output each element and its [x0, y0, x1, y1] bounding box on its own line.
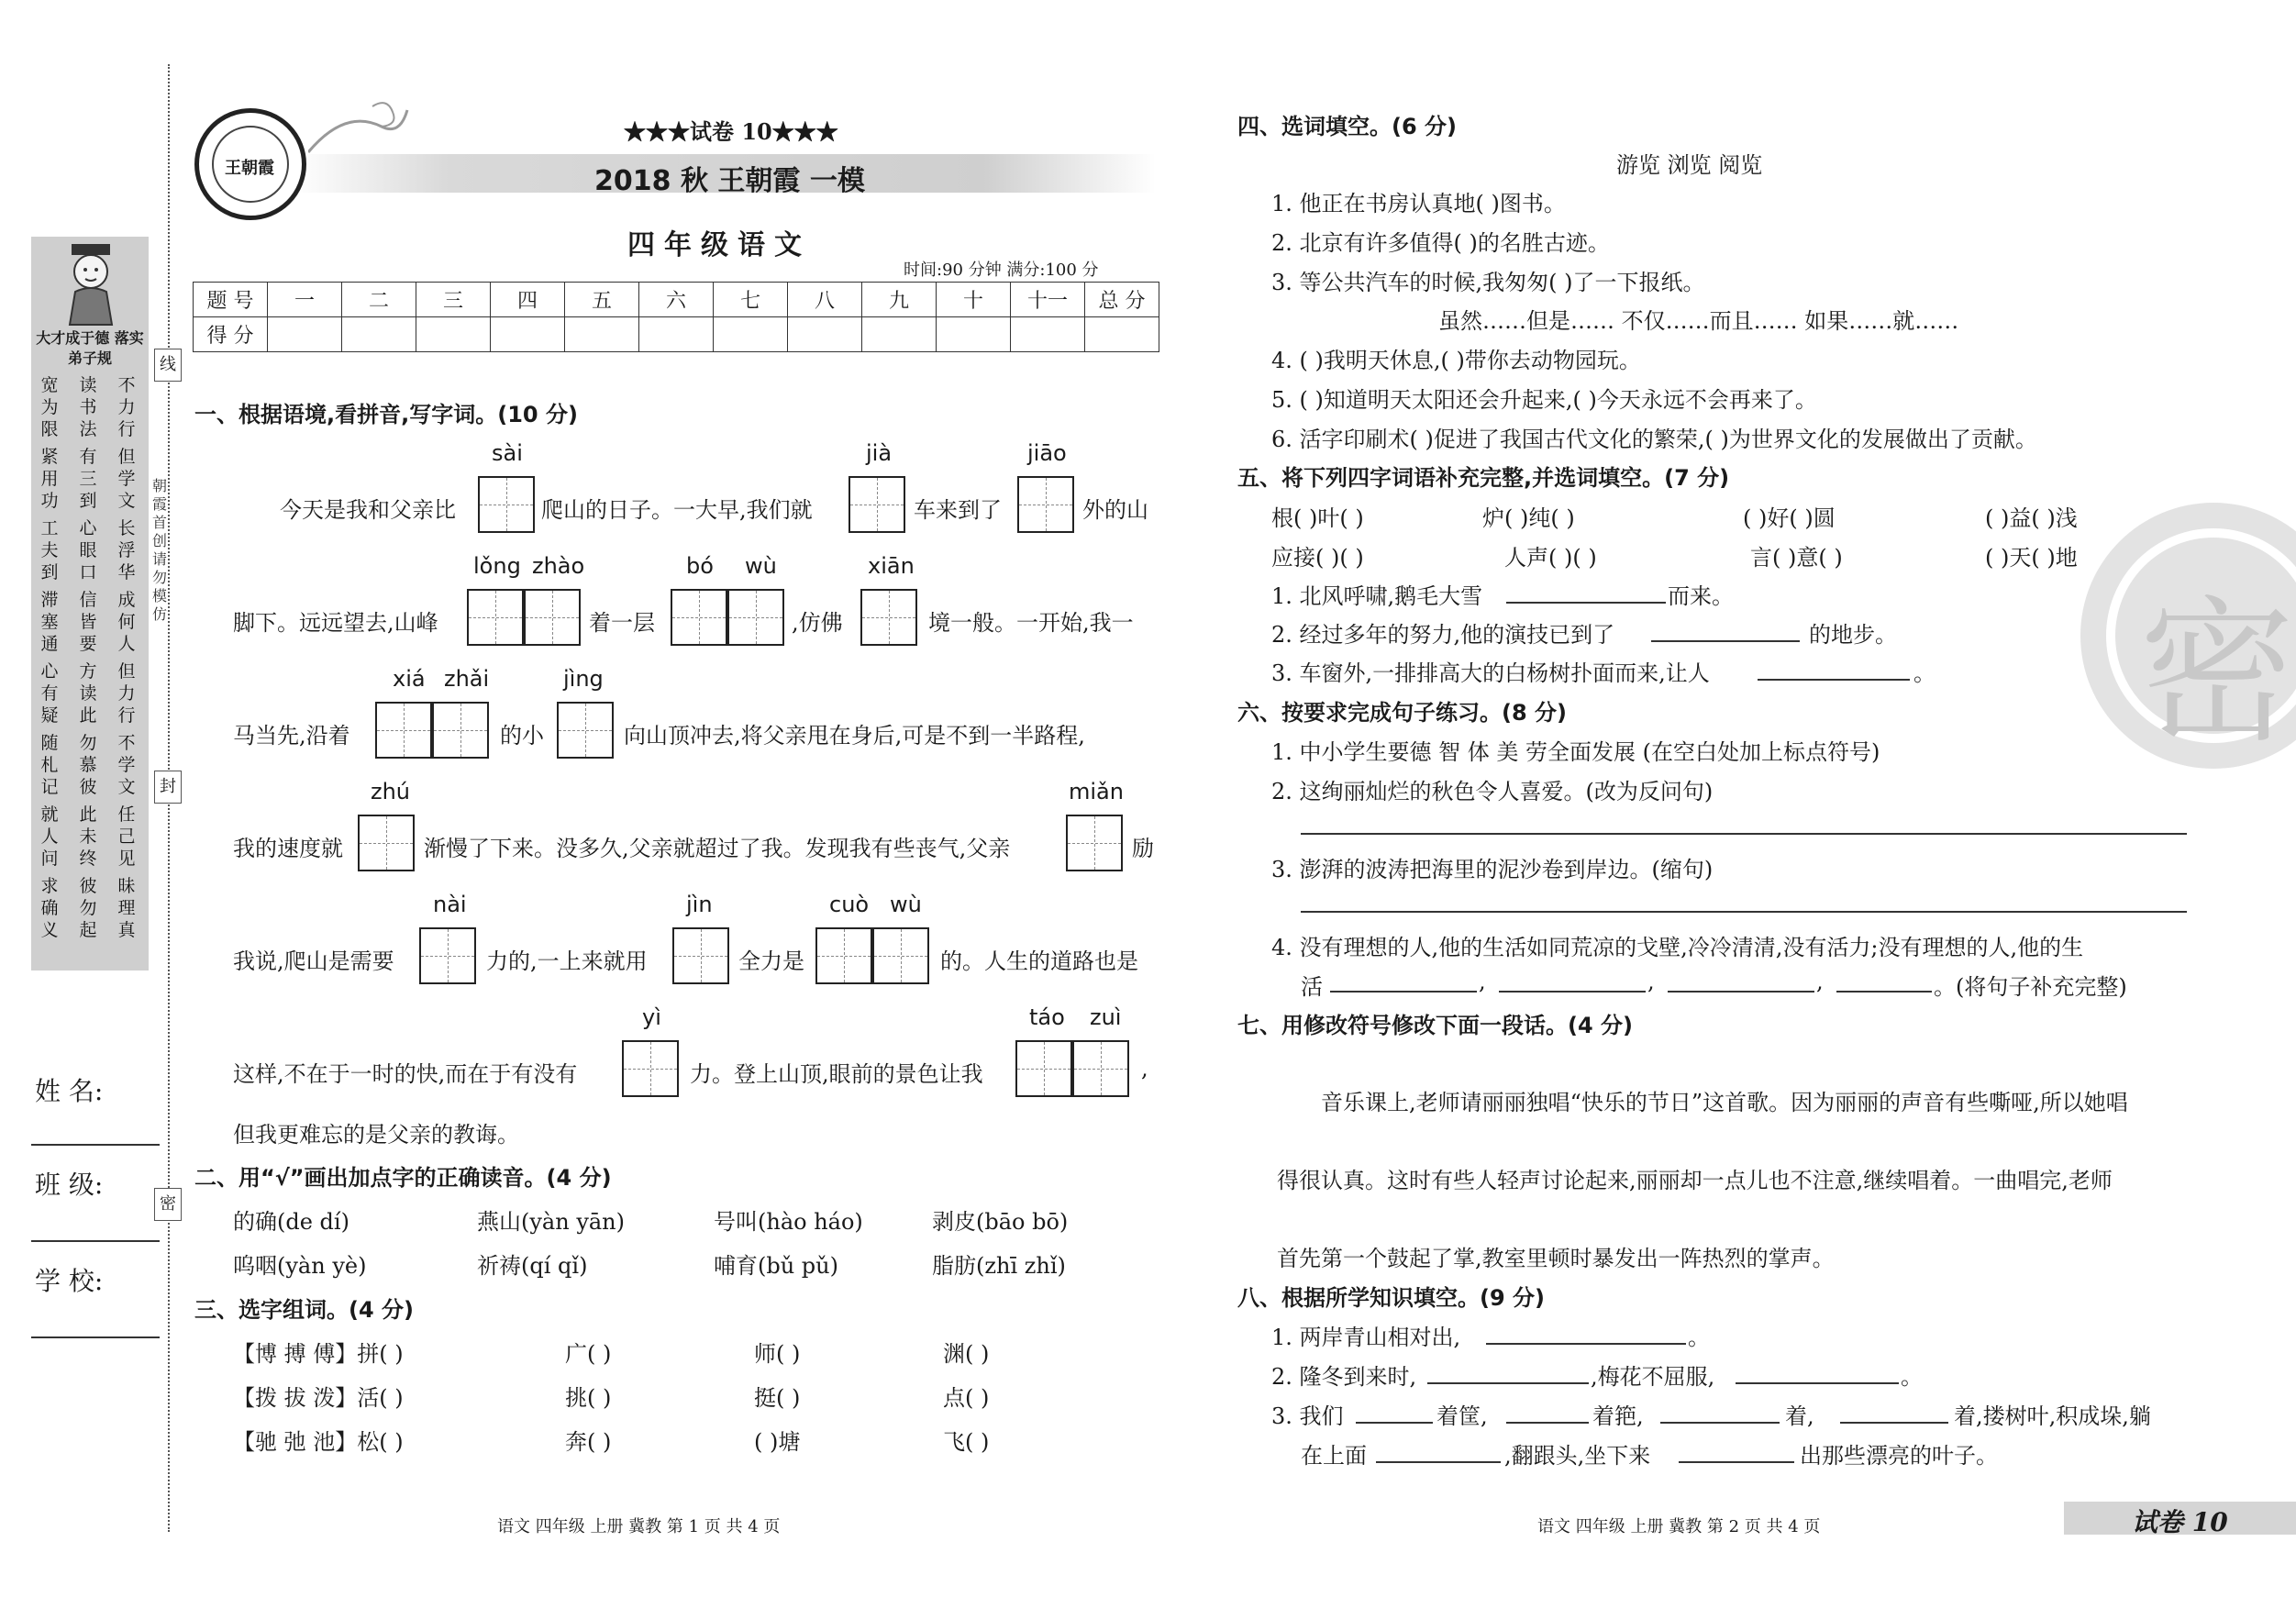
answer-line[interactable]: [1301, 833, 2187, 835]
fill-item[interactable]: 1. 他正在书房认真地( )图书。: [1271, 191, 1566, 216]
score-header-cell: 八: [788, 283, 862, 317]
edit-paragraph[interactable]: 首先第一个鼓起了掌,教室里顿时暴发出一阵热烈的掌声。: [1277, 1246, 1835, 1271]
section2-title: 二、用“√”画出加点字的正确读音。(4 分): [194, 1165, 612, 1191]
score-header-cell: 六: [639, 283, 714, 317]
sentence-item: 2. 这绚丽灿烂的秋色令人喜爱。(改为反问句): [1271, 779, 1714, 804]
passage-text: 马当先,沿着: [233, 723, 350, 749]
time-info: 时间:90 分钟 满分:100 分: [904, 261, 1099, 280]
score-input-cell[interactable]: [639, 317, 714, 352]
subject-title: 四年级语文: [627, 229, 811, 261]
word-choice[interactable]: 挺( ): [754, 1385, 801, 1411]
reading-option[interactable]: 哺育(bǔ pǔ): [714, 1253, 838, 1279]
motto-top: 大才成于德 落实弟子规: [36, 329, 144, 367]
class-label: 班 级:: [35, 1170, 104, 1200]
motto-column: 此未终: [79, 804, 97, 869]
passage-text: 渐慢了下来。没多久,父亲就超过了我。发现我有些丧气,父亲: [424, 836, 1011, 861]
motto-column: 读书法: [79, 375, 97, 439]
char-box[interactable]: [1072, 1040, 1129, 1097]
corner-label: 试卷 10: [2132, 1507, 2228, 1537]
fill-item: 3. 车窗外,一排排高大的白杨树扑面而来,让人: [1271, 660, 1710, 686]
pinyin-nai: nài: [433, 892, 467, 917]
edit-paragraph[interactable]: 音乐课上,老师请丽丽独唱“快乐的节日”这首歌。因为丽丽的声音有些嘶哑,所以她唱: [1321, 1090, 2128, 1115]
motto-column: 方读此: [79, 661, 97, 726]
idiom-blank[interactable]: ( )天( )地: [1985, 545, 2078, 571]
passage-text: 向山顶冲去,将父亲甩在身后,可是不到一半路程,: [624, 723, 1085, 749]
answer-blank[interactable]: [1499, 991, 1646, 993]
answer-blank[interactable]: [1668, 991, 1814, 993]
char-box[interactable]: [849, 476, 905, 533]
answer-blank[interactable]: [1758, 679, 1910, 681]
char-box[interactable]: [524, 589, 581, 646]
pinyin-sai: sài: [492, 440, 523, 466]
seal-watermark: 密: [2080, 503, 2296, 769]
motto-column: 长浮华: [117, 518, 136, 582]
poem-item: 着筢,: [1592, 1403, 1644, 1429]
char-box[interactable]: [557, 702, 614, 759]
pinyin-jia: jià: [866, 440, 893, 466]
class-line[interactable]: [31, 1240, 160, 1242]
edit-paragraph[interactable]: 得很认真。这时有些人轻声讨论起来,丽丽却一点儿也不注意,继续唱着。一曲唱完,老师: [1277, 1168, 2113, 1193]
motto-column: 但力行: [117, 661, 136, 726]
section5-title: 五、将下列四字词语补充完整,并选词填空。(7 分): [1237, 465, 1730, 491]
scholar-illustration-icon: [59, 242, 123, 327]
poem-item: 。: [1901, 1364, 1923, 1390]
paper-label: ★★★试卷 10★★★: [624, 118, 838, 145]
motto-column: 勿慕彼: [79, 733, 97, 797]
reading-option[interactable]: 的确(de dí): [233, 1209, 349, 1235]
passage-text: 这样,不在于一时的快,而在于有没有: [233, 1061, 578, 1087]
char-box[interactable]: [419, 927, 476, 984]
section3-title: 三、选字组词。(4 分): [194, 1297, 414, 1323]
answer-blank[interactable]: [1427, 1382, 1589, 1384]
score-input-cell[interactable]: [416, 317, 491, 352]
word-bank-b: 虽然……但是…… 不仅……而且…… 如果……就……: [1438, 308, 1959, 334]
logo-text: 王朝霞: [225, 159, 274, 178]
fill-item: 的地步。: [1809, 622, 1897, 648]
poem-item: 在上面: [1301, 1443, 1367, 1469]
footer-right: 语文 四年级 上册 冀教 第 2 页 共 4 页: [1537, 1517, 1821, 1536]
char-box[interactable]: [727, 589, 784, 646]
char-box[interactable]: [1015, 1040, 1072, 1097]
pinyin-xia: xiá: [393, 666, 426, 692]
pinyin-zhai: zhǎi: [444, 666, 490, 692]
pinyin-wu2: wù: [890, 892, 922, 917]
sentence-item: ,: [1647, 969, 1655, 994]
word-choice[interactable]: 点( ): [943, 1385, 990, 1411]
char-box[interactable]: [1017, 476, 1074, 533]
poem-item: 1. 两岸青山相对出,: [1271, 1325, 1461, 1350]
word-choice[interactable]: ( )塘: [754, 1429, 801, 1455]
fill-item: 1. 北风呼啸,鹅毛大雪: [1271, 583, 1483, 609]
reading-option[interactable]: 燕山(yàn yān): [477, 1209, 626, 1235]
idiom-blank[interactable]: 言( )意( ): [1750, 545, 1843, 571]
char-box[interactable]: [478, 476, 535, 533]
score-header-cell: 四: [491, 283, 565, 317]
motto-column: 工夫到: [40, 518, 59, 582]
poem-item: 着,搂树叶,积成垛,躺: [1954, 1403, 2151, 1429]
motto-column: 昧理真: [117, 876, 136, 940]
poem-item: ,翻跟头,坐下来: [1504, 1443, 1651, 1469]
cut-label-2: 封: [154, 771, 182, 804]
score-header-cell: 十一: [1011, 283, 1085, 317]
idiom-blank[interactable]: 炉( )纯( ): [1482, 505, 1575, 531]
motto-column: 不学文: [117, 733, 136, 797]
score-table: [193, 282, 1159, 352]
idiom-blank[interactable]: 根( )叶( ): [1271, 505, 1364, 531]
passage-text: 的小: [500, 723, 544, 749]
pinyin-jin: jìn: [686, 892, 713, 917]
motto-panel: [31, 237, 149, 970]
sentence-item: 活: [1301, 974, 1323, 1000]
reading-option[interactable]: 呜咽(yàn yè): [233, 1253, 367, 1279]
idiom-blank[interactable]: ( )益( )浅: [1985, 505, 2078, 531]
pinyin-zhao: zhào: [532, 553, 585, 579]
word-choice[interactable]: 飞( ): [943, 1429, 990, 1455]
fill-item[interactable]: 5. ( )知道明天太阳还会升起来,( )今天永远不会再来了。: [1271, 387, 1817, 413]
poem-item: 出那些漂亮的叶子。: [1800, 1443, 1998, 1469]
passage-text: 外的山: [1082, 497, 1148, 523]
pinyin-xian: xiān: [868, 553, 915, 579]
score-input-cell[interactable]: [714, 317, 788, 352]
motto-column: 宽为限: [40, 375, 59, 439]
name-label: 姓 名:: [35, 1076, 104, 1106]
pinyin-bo: bó: [686, 553, 714, 579]
fill-item: 2. 经过多年的努力,他的演技已到了: [1271, 622, 1615, 648]
cut-label-1: 线: [154, 349, 182, 382]
pinyin-cuo: cuò: [829, 892, 870, 917]
poem-item: 3. 我们: [1271, 1403, 1344, 1429]
brand-title: 2018 秋 王朝霞 一模: [594, 165, 865, 197]
motto-column: 有三到: [79, 447, 97, 511]
passage-text: 全力是: [738, 948, 804, 974]
answer-blank[interactable]: [1651, 640, 1800, 642]
answer-line[interactable]: [1301, 911, 2187, 913]
score-header-cell: 五: [565, 283, 639, 317]
motto-column: 心眼口: [79, 518, 97, 582]
pinyin-long: lǒng: [473, 553, 521, 579]
pinyin-yi: yì: [642, 1004, 661, 1030]
word-choice[interactable]: 【拨 拔 泼】活( ): [233, 1385, 404, 1411]
char-box[interactable]: [467, 589, 524, 646]
answer-blank[interactable]: [1836, 991, 1932, 993]
pinyin-wu1: wù: [745, 553, 777, 579]
answer-blank[interactable]: [1356, 1422, 1433, 1424]
passage-text: 的。人生的道路也是: [940, 948, 1138, 974]
word-choice[interactable]: 【博 搏 傅】拼( ): [233, 1341, 404, 1367]
brand-logo: [194, 108, 306, 220]
score-header-cell: 二: [342, 283, 416, 317]
word-bank-a: 游览 浏览 阅览: [1616, 152, 1763, 178]
passage-text: 车来到了: [914, 497, 1002, 523]
answer-blank[interactable]: [1506, 602, 1666, 604]
score-input-cell[interactable]: [788, 317, 862, 352]
char-box[interactable]: [375, 702, 432, 759]
pinyin-tao: táo: [1029, 1004, 1065, 1030]
section7-title: 七、用修改符号修改下面一段话。(4 分): [1237, 1013, 1633, 1038]
pinyin-mian: miǎn: [1069, 779, 1124, 804]
passage-text: ,仿佛: [792, 610, 843, 636]
fill-item[interactable]: 6. 活字印刷术( )促进了我国古代文化的繁荣,( )为世界文化的发展做出了贡献。: [1271, 427, 2037, 452]
char-box[interactable]: [672, 927, 729, 984]
score-header-cell: 总 分: [1085, 283, 1159, 317]
motto-column: 但学文: [117, 447, 136, 511]
poem-item: ,梅花不屈服,: [1591, 1364, 1715, 1390]
pinyin-zui: zuì: [1090, 1004, 1122, 1030]
char-box[interactable]: [860, 589, 917, 646]
poem-item: 着,: [1785, 1403, 1814, 1429]
motto-column: 不力行: [117, 375, 136, 439]
passage-text: 力的,一上来就用: [486, 948, 648, 974]
sentence-item: 3. 澎湃的波涛把海里的泥沙卷到岸边。(缩句): [1271, 857, 1714, 882]
school-line[interactable]: [31, 1336, 160, 1338]
motto-column: 就人问: [40, 804, 59, 869]
motto-column: 随札记: [40, 733, 59, 797]
fill-item: 。: [1913, 660, 1936, 686]
sentence-item: 4. 没有理想的人,他的生活如同荒凉的戈壁,冷冷清清,没有活力;没有理想的人,他的生: [1271, 935, 2084, 960]
fill-item[interactable]: 2. 北京有许多值得( )的名胜古迹。: [1271, 230, 1610, 256]
motto-column: 信皆要: [79, 590, 97, 654]
char-box[interactable]: [1066, 815, 1123, 871]
word-choice[interactable]: 奔( ): [565, 1429, 612, 1455]
score-header-cell: 三: [416, 283, 491, 317]
pinyin-zhu: zhú: [371, 779, 411, 804]
section8-title: 八、根据所学知识填空。(9 分): [1237, 1285, 1545, 1311]
answer-blank[interactable]: [1736, 1382, 1899, 1384]
passage-text: 爬山的日子。一大早,我们就: [541, 497, 813, 523]
word-choice[interactable]: 广( ): [565, 1341, 612, 1367]
answer-blank[interactable]: [1486, 1343, 1686, 1345]
score-input-cell[interactable]: [1085, 317, 1159, 352]
passage-text: 我的速度就: [233, 836, 343, 861]
char-box[interactable]: [432, 702, 489, 759]
pinyin-jing: jìng: [563, 666, 604, 692]
answer-blank[interactable]: [1506, 1422, 1589, 1424]
sentence-item: ,: [1816, 969, 1824, 994]
footer-left: 语文 四年级 上册 冀教 第 1 页 共 4 页: [497, 1517, 781, 1536]
score-header-cell: 十: [937, 283, 1011, 317]
score-input-cell[interactable]: [937, 317, 1011, 352]
idiom-blank[interactable]: 人声( )( ): [1504, 545, 1597, 571]
score-input-cell[interactable]: [565, 317, 639, 352]
passage-text: ,: [1141, 1056, 1148, 1081]
sentence-item: ,: [1479, 969, 1486, 994]
motto-column: 求确义: [40, 876, 59, 940]
answer-blank[interactable]: [1679, 1461, 1794, 1463]
score-input-cell[interactable]: [1011, 317, 1085, 352]
poem-item: 2. 隆冬到来时,: [1271, 1364, 1417, 1390]
reading-option[interactable]: 剥皮(bāo bō): [932, 1209, 1069, 1235]
motto-column: 心有疑: [40, 661, 59, 726]
answer-blank[interactable]: [1660, 1422, 1780, 1424]
score-header-cell: 九: [862, 283, 937, 317]
char-box[interactable]: [872, 927, 929, 984]
motto-column: 滞塞通: [40, 590, 59, 654]
motto-column: 成何人: [117, 590, 136, 654]
passage-text: 脚下。远远望去,山峰: [233, 610, 438, 636]
score-input-cell[interactable]: [862, 317, 937, 352]
char-box[interactable]: [358, 815, 415, 871]
word-choice[interactable]: 师( ): [754, 1341, 801, 1367]
fill-item[interactable]: 3. 等公共汽车的时候,我匆匆( )了一下报纸。: [1271, 270, 1705, 295]
fill-item[interactable]: 4. ( )我明天休息,( )带你去动物园玩。: [1271, 348, 1641, 373]
passage-text: 但我更难忘的是父亲的教诲。: [233, 1122, 519, 1148]
word-choice[interactable]: 挑( ): [565, 1385, 612, 1411]
motto-column: 任己见: [117, 804, 136, 869]
idiom-blank[interactable]: 应接( )( ): [1271, 545, 1364, 571]
passage-text: 励: [1132, 836, 1154, 861]
cut-label-3: 密: [154, 1188, 182, 1221]
passage-text: 境一般。一开始,我一: [928, 610, 1134, 636]
poem-item: 着筐,: [1436, 1403, 1488, 1429]
passage-text: 今天是我和父亲比: [280, 497, 456, 523]
passage-text: 力。登上山顶,眼前的景色让我: [690, 1061, 983, 1087]
passage-text: 我说,爬山是需要: [233, 948, 394, 974]
section4-title: 四、选词填空。(6 分): [1237, 114, 1457, 139]
name-line[interactable]: [31, 1144, 160, 1146]
score-input-cell[interactable]: [268, 317, 342, 352]
passage-text: 着一层: [589, 610, 655, 636]
fill-item: 而来。: [1668, 583, 1734, 609]
reading-option[interactable]: 祈祷(qí qǐ): [477, 1253, 588, 1279]
answer-blank[interactable]: [1330, 991, 1477, 993]
section1-title: 一、根据语境,看拼音,写字词。(10 分): [194, 402, 578, 427]
section6-title: 六、按要求完成句子练习。(8 分): [1237, 700, 1567, 726]
pinyin-jiao: jiāo: [1027, 440, 1067, 466]
score-input-cell[interactable]: [491, 317, 565, 352]
poem-item: 。: [1688, 1325, 1710, 1350]
answer-blank[interactable]: [1376, 1461, 1501, 1463]
sentence-item[interactable]: 1. 中小学生要德 智 体 美 劳全面发展 (在空白处加上标点符号): [1271, 739, 1880, 765]
word-choice[interactable]: 【驰 弛 池】松( ): [233, 1429, 404, 1455]
char-box[interactable]: [671, 589, 727, 646]
score-row-label: 得 分: [194, 317, 268, 352]
score-input-cell[interactable]: [342, 317, 416, 352]
idiom-blank[interactable]: ( )好( )圆: [1743, 505, 1836, 531]
score-header-cell: 七: [714, 283, 788, 317]
motto-column: 紧用功: [40, 447, 59, 511]
reading-option[interactable]: 号叫(hào háo): [714, 1209, 863, 1235]
char-box[interactable]: [622, 1040, 679, 1097]
char-box[interactable]: [815, 927, 872, 984]
vertical-note: 朝霞首创 请勿模仿: [151, 477, 167, 623]
motto-column: 彼勿起: [79, 876, 97, 940]
word-choice[interactable]: 渊( ): [943, 1341, 990, 1367]
school-label: 学 校:: [35, 1266, 104, 1296]
reading-option[interactable]: 脂肪(zhī zhǐ): [932, 1253, 1066, 1279]
answer-blank[interactable]: [1840, 1422, 1948, 1424]
score-header-cell: 一: [268, 283, 342, 317]
score-header-cell: 题 号: [194, 283, 268, 317]
sentence-item: 。(将句子补充完整): [1934, 974, 2127, 1000]
ribbon-decoration-icon: [308, 99, 409, 154]
